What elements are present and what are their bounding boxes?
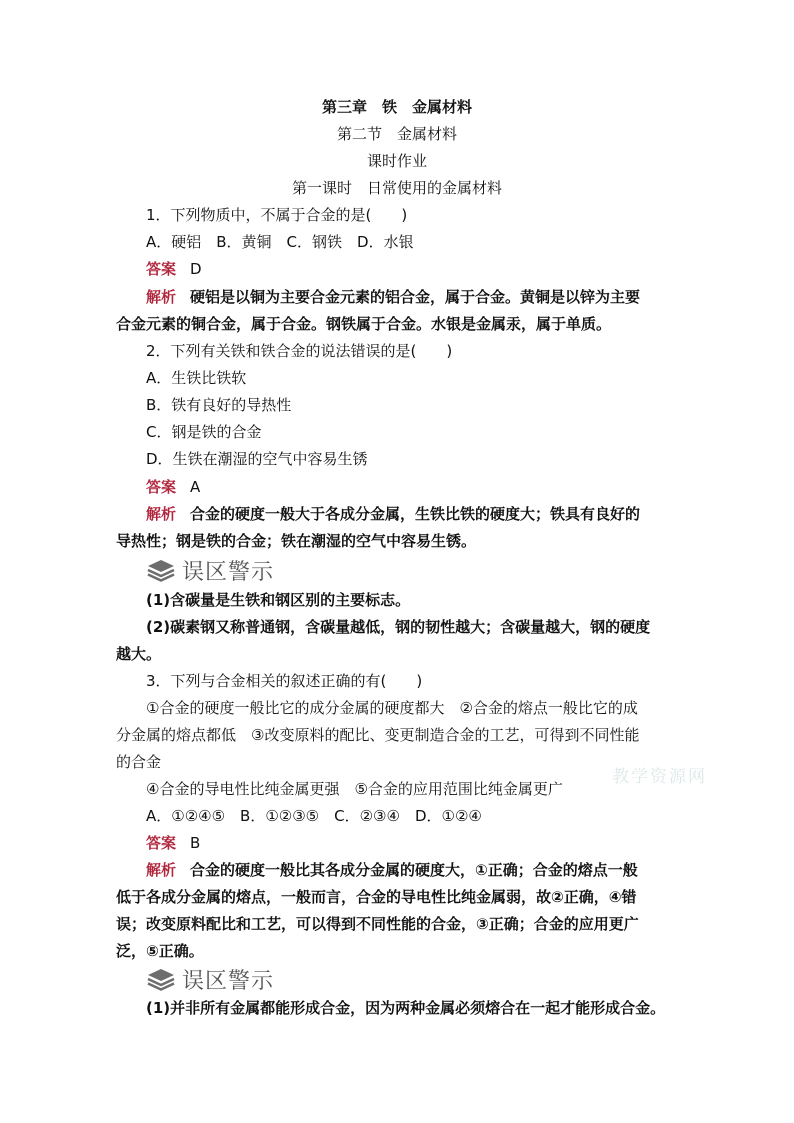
stacked-layers-icon — [146, 558, 176, 582]
q1-analysis-text: 硬铝是以铜为主要合金元素的铝合金，属于合金。黄铜是以锌为主要 — [190, 288, 641, 306]
warning-title: 误区警示 — [182, 559, 275, 585]
q2-warning-line3: 越大。 — [116, 645, 162, 663]
answer-label: 答案 — [146, 478, 177, 496]
chapter-title: 第三章 铁 金属材料 — [321, 98, 472, 116]
answer-label: 答案 — [146, 260, 177, 278]
q3-analysis-line4: 泛，⑤正确。 — [116, 942, 204, 960]
q2-option-a: A．生铁比铁软 — [146, 369, 247, 387]
q2-option-b: B．铁有良好的导热性 — [146, 396, 292, 414]
q2-option-d: D．生铁在潮湿的空气中容易生锈 — [146, 450, 368, 468]
warning-header — [146, 966, 274, 992]
q1-analysis-line1 — [146, 287, 716, 307]
q2-analysis-text: 合金的硬度一般大于各成分金属，生铁比铁的硬度大；铁具有良好的 — [190, 505, 641, 523]
q3-options: A．①②④⑤ B．①②③⑤ C．②③④ D．①②④ — [146, 807, 482, 825]
q2-warning-line2: (2)碳素钢又称普通钢，含碳量越低，钢的韧性越大；含碳量越大，钢的硬度 — [146, 618, 651, 636]
q3-stem: 3．下列与合金相关的叙述正确的有( ) — [146, 672, 423, 690]
analysis-label: 解析 — [146, 505, 177, 523]
q1-options: A．硬铝 B．黄铜 C．钢铁 D．水银 — [146, 233, 414, 251]
q3-statements-line3: 的合金 — [116, 753, 162, 771]
q2-analysis-line2: 导热性；钢是铁的合金；铁在潮湿的空气中容易生锈。 — [116, 532, 477, 550]
q3-answer-line — [146, 833, 716, 853]
section-title: 第二节 金属材料 — [336, 125, 457, 143]
q1-analysis-line2: 合金元素的铜合金，属于合金。钢铁属于合金。水银是金属汞，属于单质。 — [116, 315, 612, 333]
q3-analysis-text: 合金的硬度一般比其各成分金属的硬度大，①正确；合金的熔点一般 — [190, 861, 638, 879]
q2-analysis-line1 — [146, 504, 716, 524]
q2-answer-line — [146, 477, 716, 497]
q1-answer-line — [146, 259, 716, 279]
q1-stem: 1．下列物质中，不属于合金的是( ) — [146, 206, 408, 224]
q3-analysis-line1 — [146, 860, 716, 880]
q3-analysis-line3: 误；改变原料配比和工艺，可以得到不同性能的合金，③正确；合金的应用更广 — [116, 915, 639, 933]
warning-header — [146, 557, 274, 583]
q2-stem: 2．下列有关铁和铁合金的说法错误的是( ) — [146, 342, 453, 360]
q3-statements-line2: 分金属的熔点都低 ③改变原料的配比、变更制造合金的工艺，可得到不同性能 — [116, 726, 640, 744]
q3-analysis-line2: 低于各成分金属的熔点，一般而言，合金的导电性比纯金属弱，故②正确，④错 — [116, 888, 637, 906]
analysis-label: 解析 — [146, 861, 177, 879]
warning-title: 误区警示 — [182, 968, 275, 994]
q3-warning-line1: (1)并非所有金属都能形成合金，因为两种金属必须熔合在一起才能形成合金。 — [146, 999, 666, 1017]
answer-label: 答案 — [146, 834, 177, 852]
subtitle: 课时作业 — [366, 152, 427, 170]
q2-warning-line1: (1)含碳量是生铁和钢区别的主要标志。 — [146, 591, 411, 609]
watermark: 教学资源网 — [612, 767, 707, 787]
analysis-label: 解析 — [146, 288, 177, 306]
lesson-title: 第一课时 日常使用的金属材料 — [291, 179, 502, 197]
q2-option-c: C．钢是铁的合金 — [146, 423, 262, 441]
q3-statements-line1: ①合金的硬度一般比它的成分金属的硬度都大 ②合金的熔点一般比它的成 — [146, 699, 638, 717]
q3-statements-line4: ④合金的导电性比纯金属更强 ⑤合金的应用范围比纯金属更广 — [146, 780, 563, 798]
q3-answer: B — [190, 834, 201, 852]
stacked-layers-icon — [146, 967, 176, 991]
q2-answer: A — [190, 478, 201, 496]
q1-answer: D — [190, 260, 202, 278]
